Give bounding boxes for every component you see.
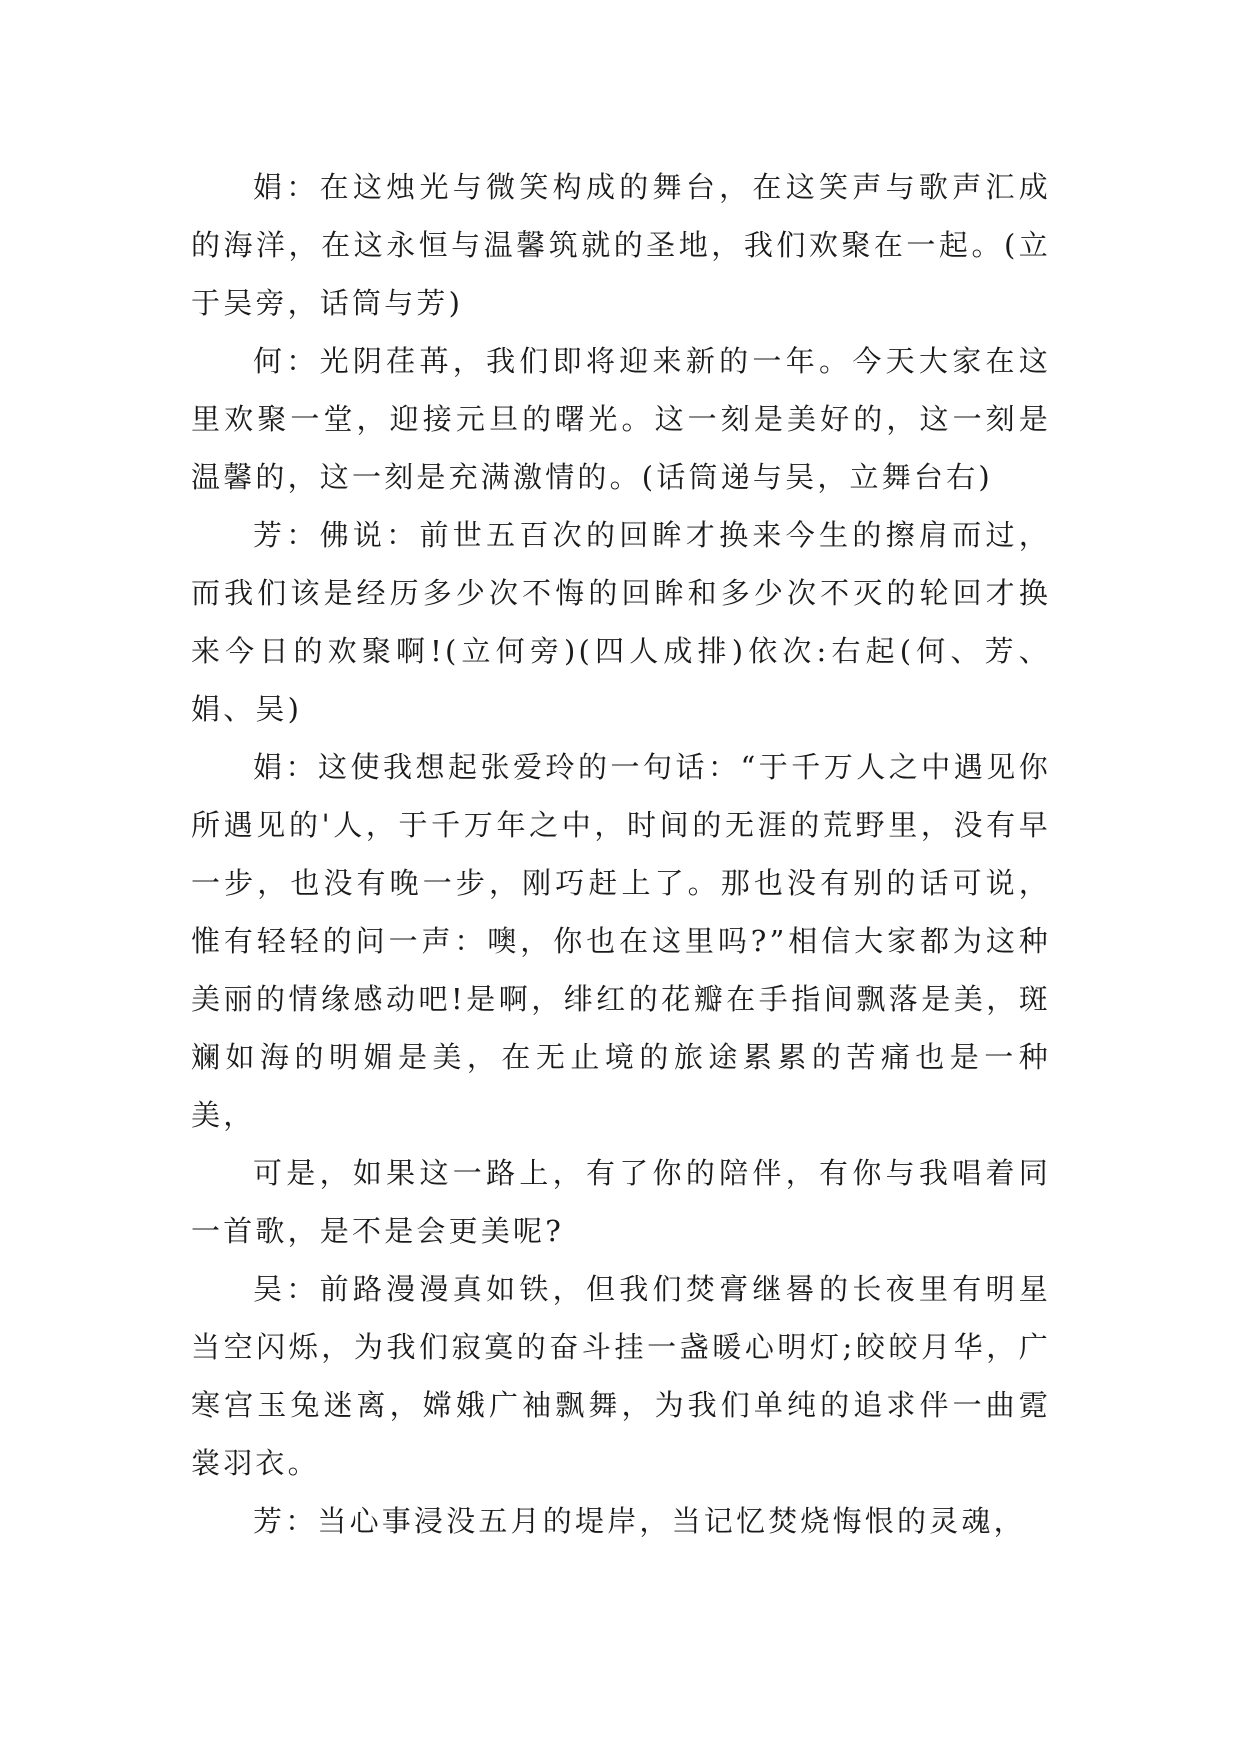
paragraph-fang-buddha: 芳：佛说：前世五百次的回眸才换来今生的擦肩而过，而我们该是经历多少次不悔的回眸和多少次不灭的轮回才换来今日的欢聚啊!(立何旁)(四人成排)依次:右起(何、芳、娟、吴): [191, 518, 1051, 726]
paragraph-companionship: 可是，如果这一路上，有了你的陪伴，有你与我唱着同一首歌，是不是会更美呢?: [191, 1156, 1051, 1248]
document-body: [191, 158, 1051, 1550]
paragraph-juan-zhang-ailing: 娟：这使我想起张爱玲的一句话：“于千万人之中遇见你所遇见的'人，于千万年之中，时间的无涯的荒野里，没有早一步，也没有晚一步，刚巧赶上了。那也没有别的话可说，惟有轻轻的问一声：噢，你也在这里吗?”相信大家都为这种美丽的情缘感动吧!是啊，绯红的花瓣在手指间飘落是美，斑斓如海的明媚是美，在无止境的旅途累累的苦痛也是一种美，: [191, 750, 1051, 1132]
paragraph-juan-opening: 娟：在这烛光与微笑构成的舞台，在这笑声与歌声汇成的海洋，在这永恒与温馨筑就的圣地，我们欢聚在一起。(立于吴旁，话筒与芳): [191, 170, 1051, 320]
paragraph-fang-memory: 芳：当心事浸没五月的堤岸，当记忆焚烧悔恨的灵魂，: [253, 1504, 1026, 1538]
paragraph-wu-road: 吴：前路漫漫真如铁，但我们焚膏继晷的长夜里有明星当空闪烁，为我们寂寞的奋斗挂一盏暖心明灯;皎皎月华，广寒宫玉兔迷离，嫦娥广袖飘舞，为我们单纯的追求伴一曲霓裳羽衣。: [191, 1272, 1051, 1480]
paragraph-he-new-year: 何：光阴荏苒，我们即将迎来新的一年。今天大家在这里欢聚一堂，迎接元旦的曙光。这一刻是美好的，这一刻是温馨的，这一刻是充满激情的。(话筒递与吴，立舞台右): [191, 344, 1051, 494]
